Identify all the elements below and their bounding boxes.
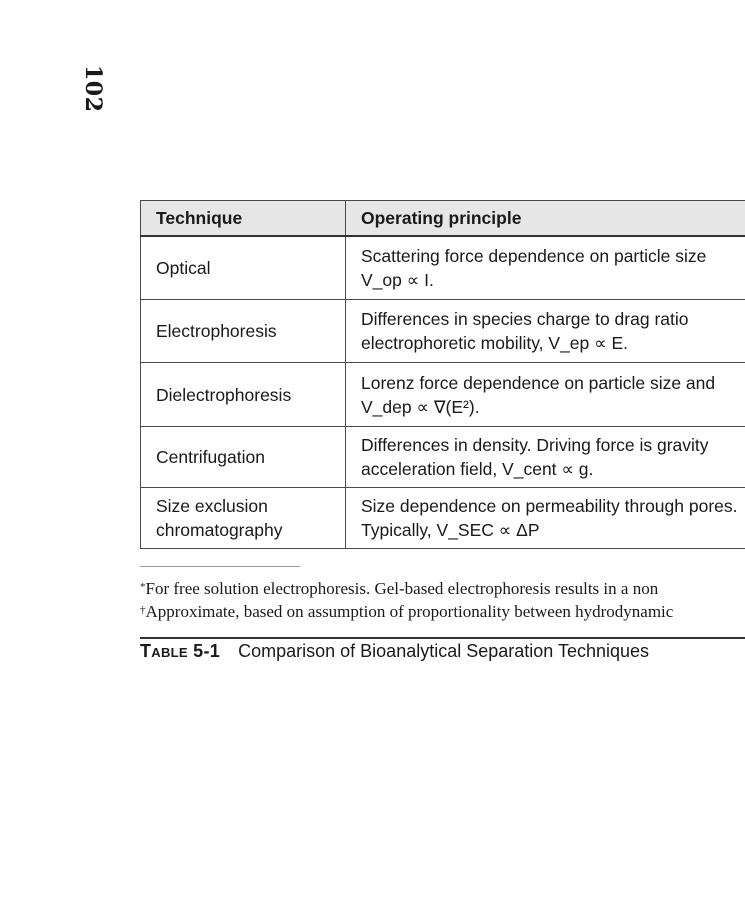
caption-title: Comparison of Bioanalytical Separation Techniques: [238, 641, 650, 661]
footnote-1: [140, 577, 745, 600]
technique-line: Size exclusion: [156, 496, 268, 516]
table-row: [141, 363, 745, 427]
cell-technique: Electrophoresis: [141, 300, 346, 363]
principle-line: Scattering force dependence on particle size: [361, 246, 707, 266]
principle-line: Differences in species charge to drag ratio: [361, 309, 689, 329]
separation-techniques-table: [140, 200, 745, 549]
page-number: 102: [80, 65, 106, 113]
principle-formula: Typically, V_SEC ∝ ΔP: [361, 520, 540, 540]
header-technique: Technique: [141, 201, 346, 237]
cell-technique: [141, 488, 346, 549]
cell-principle: [346, 300, 745, 363]
footnote-text: Approximate, based on assumption of proportionality between hydrodynamic: [145, 602, 674, 621]
caption-rule: [140, 637, 745, 639]
table-container: [140, 200, 745, 549]
technique-line: chromatography: [156, 520, 283, 540]
table-caption: [140, 641, 649, 662]
cell-technique: Optical: [141, 236, 346, 300]
principle-line: Differences in density. Driving force is gravity: [361, 435, 709, 455]
footnotes: [140, 577, 745, 623]
cell-principle: [346, 236, 745, 300]
table-row: [141, 488, 745, 549]
table-row: [141, 300, 745, 363]
principle-formula: acceleration field, V_cent ∝ g.: [361, 459, 594, 479]
footnote-mark: †: [140, 604, 146, 616]
header-operating-principle: Operating principle: [346, 201, 745, 237]
principle-formula: V_op ∝ I.: [361, 270, 434, 290]
table-row: [141, 427, 745, 488]
cell-principle: [346, 427, 745, 488]
table-header-row: [141, 201, 745, 237]
principle-formula: electrophoretic mobility, V_ep ∝ E.: [361, 333, 629, 353]
footnote-2: [140, 600, 745, 623]
principle-line: Size dependence on permeability through pores.: [361, 496, 738, 516]
cell-principle: [346, 488, 745, 549]
footnote-text: For free solution electrophoresis. Gel-based electrophoresis results in a non: [145, 579, 659, 598]
principle-line: Lorenz force dependence on particle size and: [361, 372, 716, 393]
footnote-mark: *: [140, 581, 146, 593]
footnote-divider: [140, 566, 300, 567]
caption-label: Table 5-1: [140, 641, 221, 661]
cell-technique: Dielectrophoresis: [141, 363, 346, 427]
principle-formula: V_dep ∝ ∇(E²).: [361, 396, 480, 417]
table-row: [141, 236, 745, 300]
cell-principle: [346, 363, 745, 427]
cell-technique: Centrifugation: [141, 427, 346, 488]
